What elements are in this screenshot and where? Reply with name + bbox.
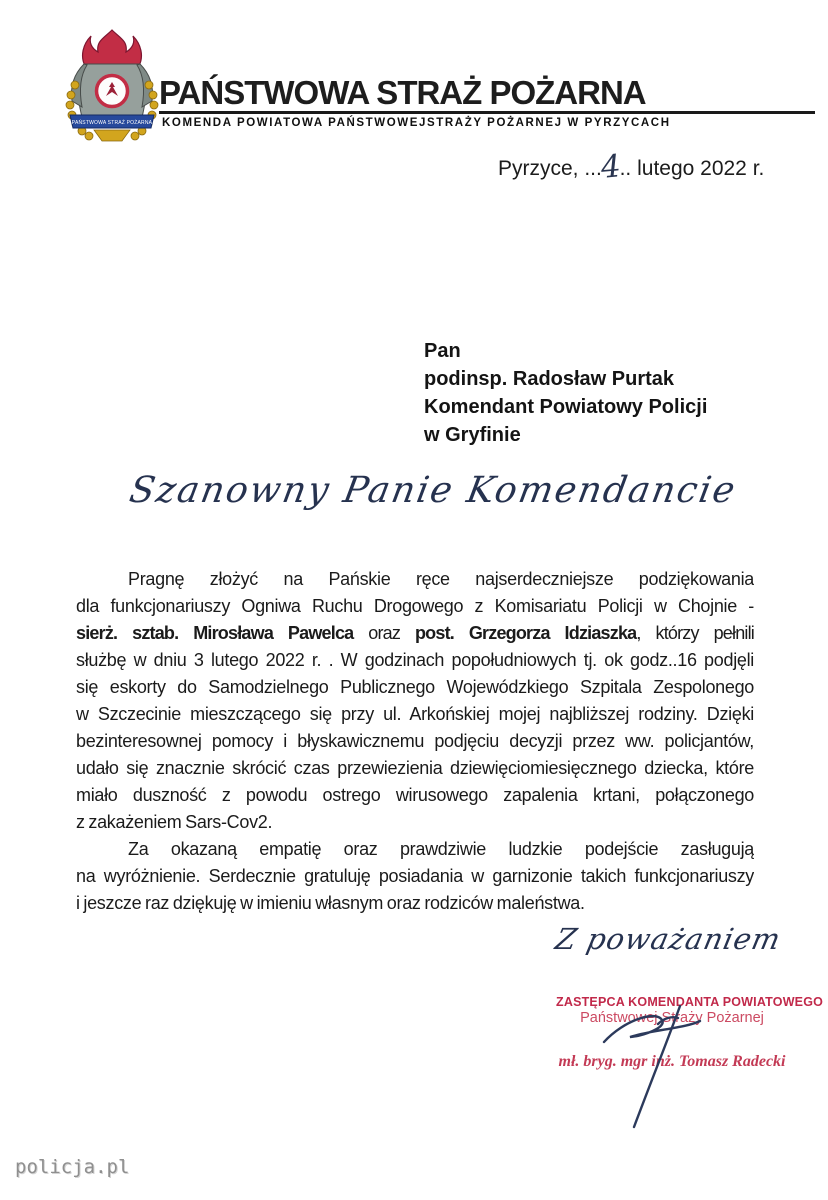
body-line: służbę w dniu 3 lutego 2022 r. . W godzinach popołudniowych tj. ok godz..16 podjęli [76, 650, 754, 670]
letterhead-rule [159, 111, 815, 114]
body-line: bezinteresownej pomocy i błyskawicznemu podjęciu decyzji przez ww. policjantów, [76, 731, 754, 751]
stamp-organization: Państwowej Straży Pożarnej [580, 1010, 764, 1026]
body-text: , którzy pełnili [636, 623, 754, 643]
body-line: Za okazaną empatię oraz prawdziwie ludzkie podejście zasługują [128, 839, 754, 859]
addressee-line: Pan [424, 340, 461, 362]
body-line: na wyróżnienie. Serdecznie gratuluję posiadania w garnizonie takich funkcjonariuszy [76, 866, 754, 886]
watermark-policja: policja.pl [15, 1156, 130, 1178]
body-line: i jeszcze raz dziękuję w imieniu własnym oraz rodziców maleństwa. [76, 893, 585, 913]
banner-text: PAŃSTWOWA STRAŻ POŻARNA [71, 120, 153, 126]
psp-crest-icon [60, 27, 164, 145]
body-line [76, 620, 754, 647]
body-line: dla funkcjonariuszy Ogniwa Ruchu Drogowego z Komisariatu Policji w Chojnie - [76, 596, 754, 616]
handwritten-day: 4 [599, 148, 623, 186]
flame-icon [83, 30, 142, 66]
dateline-suffix: .. lutego 2022 r. [619, 157, 765, 180]
closing-handwriting: Z poważaniem [552, 922, 785, 956]
dateline [498, 148, 765, 186]
bold-name: post. Grzegorza Idziaszka [414, 623, 637, 643]
dateline-prefix: Pyrzyce, ... [498, 157, 602, 180]
laurel-base [94, 130, 130, 141]
addressee-line: Komendant Powiatowy Policji [424, 396, 708, 418]
body-line: miało duszność z powodu ostrego wirusowego zapalenia krtani, połączonego [76, 785, 754, 805]
addressee-block [424, 337, 707, 449]
body-line: Pragnę złożyć na Pańskie ręce najserdeczniejsze podziękowania [128, 569, 754, 589]
body-line: się eskorty do Samodzielnego Publicznego Wojewódzkiego Szpitala Zespolonego [76, 677, 754, 697]
bold-name: sierż. sztab. Mirosława Pawelca [76, 623, 354, 643]
body-line: z zakażeniem Sars-Cov2. [76, 812, 273, 832]
salutation-handwriting: Szanowny Panie Komendancie [126, 470, 740, 511]
body-line: udało się znacznie skrócić czas przewiezienia dziewięciomiesięcznego dziecka, które [76, 758, 754, 778]
body-text: oraz [353, 623, 415, 643]
letterhead-title: PAŃSTWOWA STRAŻ POŻARNA [159, 74, 646, 111]
addressee-line: podinsp. Radosław Purtak [424, 368, 675, 390]
addressee-line: w Gryfinie [424, 424, 521, 446]
stamp-title: ZASTĘPCA KOMENDANTA POWIATOWEGO [556, 995, 824, 1009]
body-line: w Szczecinie mieszczącego się przy ul. Arkońskiej mojej najbliższej rodziny. Dzięki [76, 704, 754, 724]
signature-scrawl-icon [594, 1004, 722, 1130]
stamp-signer-name: mł. bryg. mgr inż. Tomasz Radecki [558, 1053, 786, 1070]
letterhead-subtitle: KOMENDA POWIATOWA PAŃSTWOWEJSTRAŻY POŻARNEJ W PYRZYCACH [162, 117, 671, 129]
letter-body [76, 566, 754, 917]
